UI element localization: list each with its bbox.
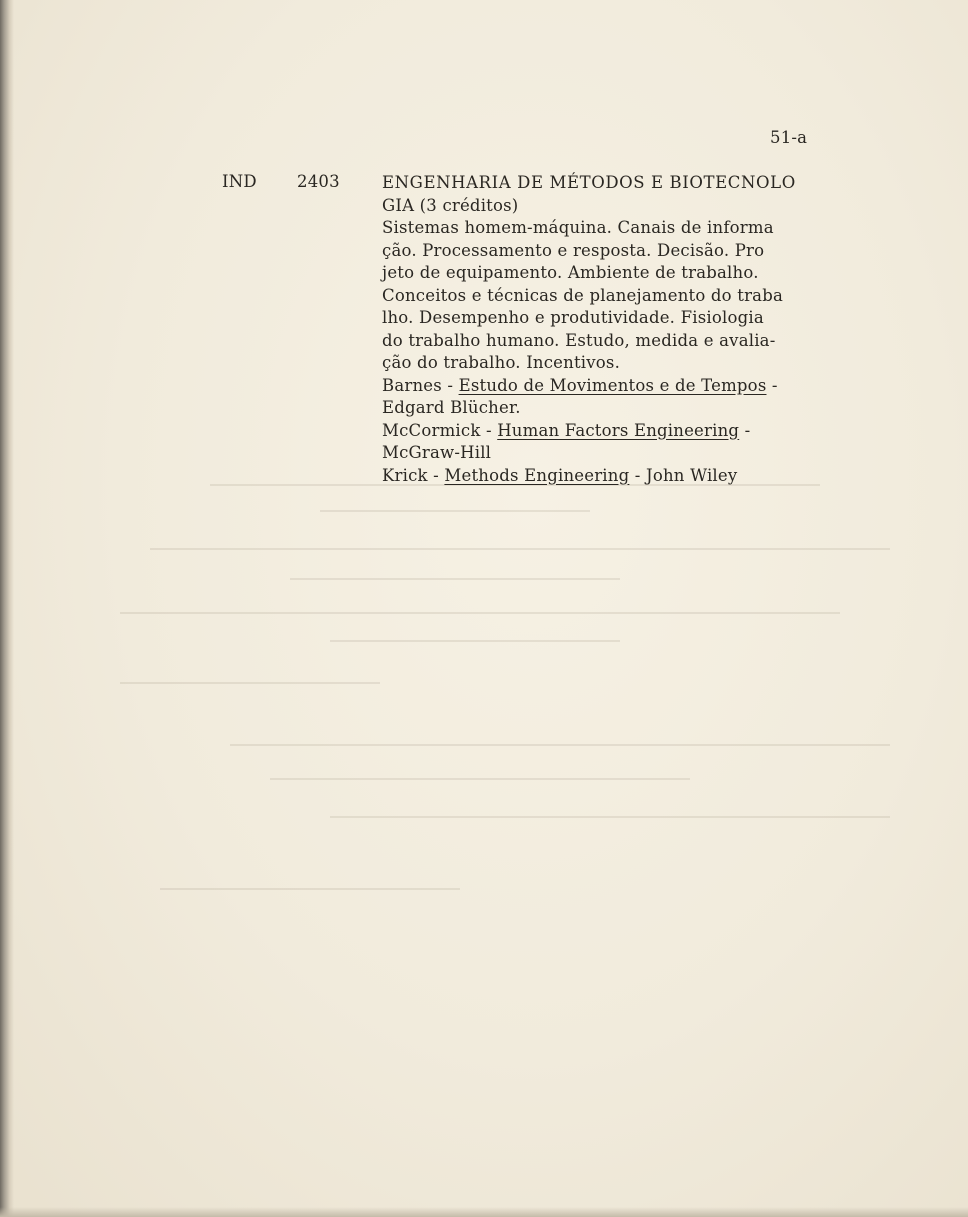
description-line: ção. Processamento e resposta. Decisão. Pro [382,240,765,260]
page-number: 51-a [770,128,808,147]
reference-publisher: McGraw-Hill [382,443,492,462]
course-title-line-2: GIA (3 créditos) [382,195,519,215]
reference-entry [382,375,852,398]
reference-suffix: - John Wiley [629,465,738,485]
binding-edge [0,0,14,1217]
show-through-line [120,682,380,684]
course-title-line-1: ENGENHARIA DE MÉTODOS E BIOTECNOLO [382,173,796,192]
reference-publisher: Edgard Blücher. [382,398,521,417]
reference-title: Estudo de Movimentos e de Tempos [458,375,767,395]
show-through-line [330,816,890,818]
reference-title: Human Factors Engineering [497,420,740,440]
show-through-line [230,744,890,746]
show-through-line [290,578,620,580]
course-entry [382,172,852,487]
show-through-line [150,548,890,550]
course-number: 2403 [297,172,340,191]
description-line: Conceitos e técnicas de planejamento do traba [382,285,784,305]
show-through-line [320,510,590,512]
description-line: ção do trabalho. Incentivos. [382,353,621,372]
show-through-line [160,888,460,890]
description-line: do trabalho humano. Estudo, medida e avalia- [382,330,776,350]
show-through-line [120,612,840,614]
reference-author: Barnes - [382,375,459,395]
reference-author: Krick - [382,465,445,485]
course-department: IND [222,172,257,191]
description-line: Sistemas homem-máquina. Canais de informa [382,218,774,237]
description-line: jeto de equipamento. Ambiente de trabalho. [382,263,759,282]
page-bottom-edge [0,1207,968,1217]
show-through-line [270,778,690,780]
reference-title: Methods Engineering [444,465,630,485]
reference-suffix: - [766,375,778,395]
reference-suffix: - [739,420,751,440]
show-through-line [330,640,620,642]
reference-author: McCormick - [382,420,498,440]
reference-entry [382,465,852,488]
description-line: lho. Desempenho e produtividade. Fisiologia [382,308,764,327]
reference-entry [382,420,852,443]
